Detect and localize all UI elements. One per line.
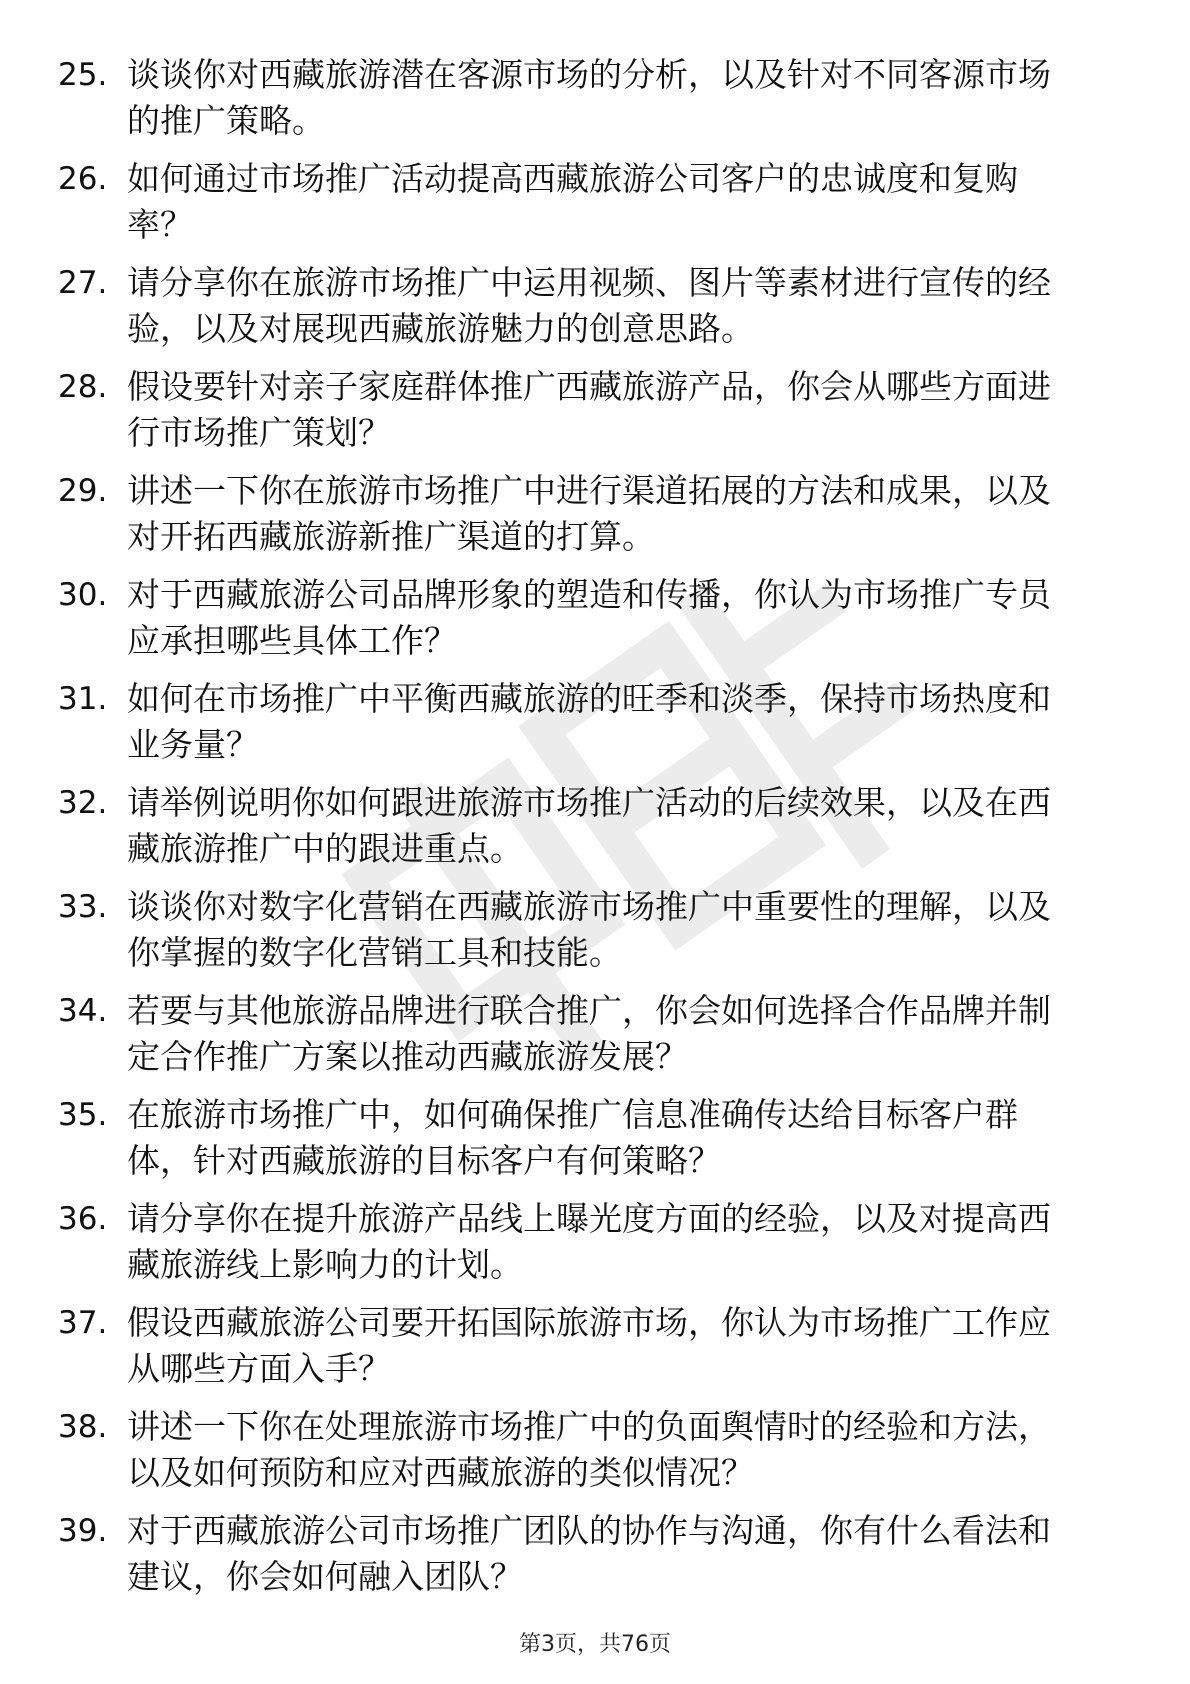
question-item xyxy=(0,884,1190,988)
question-number: 29. xyxy=(58,473,108,509)
question-text xyxy=(127,364,1127,456)
question-item xyxy=(0,1300,1190,1404)
question-text-line: 请举例说明你如何跟进旅游市场推广活动的后续效果，以及在西 xyxy=(127,783,1051,822)
question-text-line: 若要与其他旅游品牌进行联合推广，你会如何选择合作品牌并制 xyxy=(127,991,1051,1030)
question-number: 39. xyxy=(58,1513,108,1549)
question-text xyxy=(127,676,1127,768)
question-item xyxy=(0,260,1190,364)
question-text xyxy=(127,1196,1127,1288)
question-item xyxy=(0,156,1190,260)
question-text xyxy=(127,884,1127,976)
question-number: 38. xyxy=(58,1409,108,1445)
question-item xyxy=(0,1508,1190,1612)
question-number: 35. xyxy=(58,1097,108,1133)
question-number: 34. xyxy=(58,993,108,1029)
question-text-line: 定合作推广方案以推动西藏旅游发展？ xyxy=(127,1037,688,1076)
question-item xyxy=(0,1196,1190,1300)
question-number: 33. xyxy=(58,889,108,925)
question-number: 30. xyxy=(58,577,108,613)
question-text-line: 建议，你会如何融入团队？ xyxy=(127,1557,523,1596)
question-text-line: 藏旅游线上影响力的计划。 xyxy=(127,1245,523,1284)
question-item xyxy=(0,988,1190,1092)
question-text-line: 在旅游市场推广中，如何确保推广信息准确传达给目标客户群 xyxy=(127,1095,1018,1134)
question-list xyxy=(0,52,1190,1612)
question-text xyxy=(127,468,1127,560)
question-text-line: 讲述一下你在旅游市场推广中进行渠道拓展的方法和成果，以及 xyxy=(127,471,1051,510)
question-text-line: 谈谈你对西藏旅游潜在客源市场的分析，以及针对不同客源市场 xyxy=(127,55,1051,94)
question-number: 31. xyxy=(58,681,108,717)
question-text xyxy=(127,1092,1127,1184)
page-footer: 第3页，共76页 xyxy=(519,1632,671,1657)
question-number: 27. xyxy=(58,265,108,301)
question-text xyxy=(127,572,1127,664)
question-number: 25. xyxy=(58,57,108,93)
question-text-line: 讲述一下你在处理旅游市场推广中的负面舆情时的经验和方法， xyxy=(127,1407,1051,1446)
question-text-line: 从哪些方面入手？ xyxy=(127,1349,391,1388)
question-text-line: 业务量？ xyxy=(127,725,259,764)
question-item xyxy=(0,364,1190,468)
question-text xyxy=(127,260,1127,352)
question-text-line: 假设要针对亲子家庭群体推广西藏旅游产品，你会从哪些方面进 xyxy=(127,367,1051,406)
question-number: 26. xyxy=(58,161,108,197)
question-text-line: 对于西藏旅游公司市场推广团队的协作与沟通，你有什么看法和 xyxy=(127,1511,1051,1550)
question-text-line: 应承担哪些具体工作？ xyxy=(127,621,457,660)
question-item xyxy=(0,468,1190,572)
question-text-line: 的推广策略。 xyxy=(127,101,325,140)
question-text-line: 行市场推广策划？ xyxy=(127,413,391,452)
question-text-line: 请分享你在旅游市场推广中运用视频、图片等素材进行宣传的经 xyxy=(127,263,1051,302)
question-text-line: 请分享你在提升旅游产品线上曝光度方面的经验，以及对提高西 xyxy=(127,1199,1051,1238)
question-text xyxy=(127,156,1127,248)
question-text-line: 你掌握的数字化营销工具和技能。 xyxy=(127,933,622,972)
question-text-line: 体，针对西藏旅游的目标客户有何策略？ xyxy=(127,1141,721,1180)
question-text xyxy=(127,988,1127,1080)
question-item xyxy=(0,676,1190,780)
question-item xyxy=(0,52,1190,156)
question-item xyxy=(0,1092,1190,1196)
question-text-line: 谈谈你对数字化营销在西藏旅游市场推广中重要性的理解，以及 xyxy=(127,887,1051,926)
question-text xyxy=(127,1300,1127,1392)
question-text-line: 如何在市场推广中平衡西藏旅游的旺季和淡季，保持市场热度和 xyxy=(127,679,1051,718)
question-text xyxy=(127,780,1127,872)
question-text-line: 如何通过市场推广活动提高西藏旅游公司客户的忠诚度和复购 xyxy=(127,159,1018,198)
question-number: 37. xyxy=(58,1305,108,1341)
question-text xyxy=(127,1508,1127,1600)
question-item xyxy=(0,572,1190,676)
question-text-line: 对开拓西藏旅游新推广渠道的打算。 xyxy=(127,517,655,556)
question-number: 32. xyxy=(58,785,108,821)
question-number: 36. xyxy=(58,1201,108,1237)
question-text-line: 藏旅游推广中的跟进重点。 xyxy=(127,829,523,868)
question-text xyxy=(127,1404,1127,1496)
question-text-line: 率？ xyxy=(127,205,193,244)
question-text-line: 对于西藏旅游公司品牌形象的塑造和传播，你认为市场推广专员 xyxy=(127,575,1051,614)
question-item xyxy=(0,780,1190,884)
question-text-line: 以及如何预防和应对西藏旅游的类似情况？ xyxy=(127,1453,754,1492)
question-text xyxy=(127,52,1127,144)
question-text-line: 验，以及对展现西藏旅游魅力的创意思路。 xyxy=(127,309,754,348)
question-number: 28. xyxy=(58,369,108,405)
question-item xyxy=(0,1404,1190,1508)
question-text-line: 假设西藏旅游公司要开拓国际旅游市场，你认为市场推广工作应 xyxy=(127,1303,1051,1342)
